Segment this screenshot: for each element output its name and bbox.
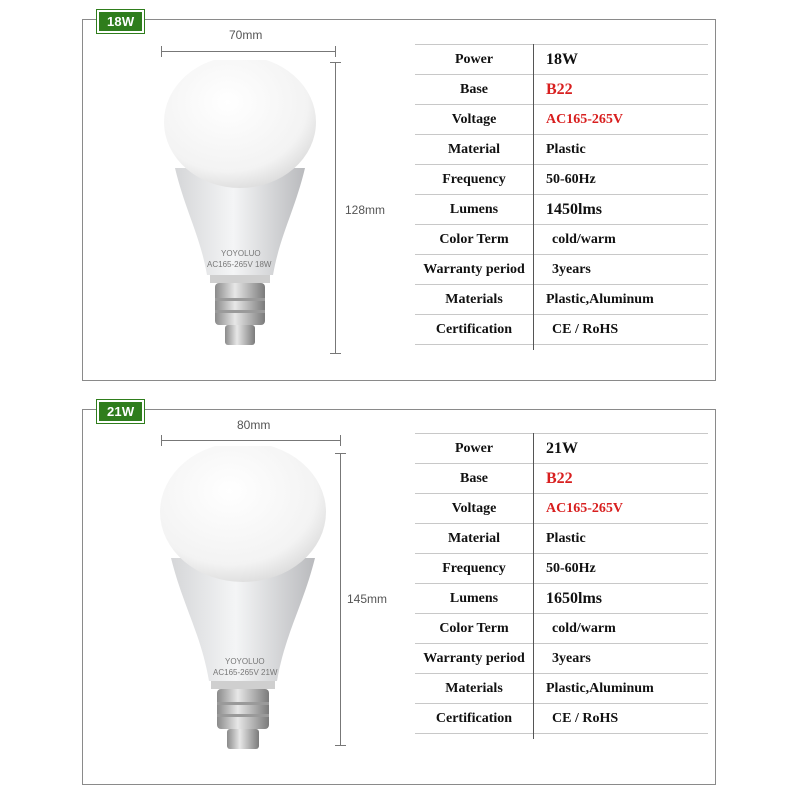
spec-row-voltage: Voltage AC165-265V (415, 105, 708, 135)
bulb-spec-print: AC165-265V 21W (213, 668, 278, 677)
spec-row-warranty: Warranty period 3years (415, 644, 708, 674)
bulb-spec-print: AC165-265V 18W (207, 260, 272, 269)
table-divider-tail (533, 335, 534, 350)
spec-row-certification: Certification CE / RoHS (415, 315, 708, 345)
bulb-brand-print: YOYOLUO (225, 657, 265, 666)
spec-row-base: Base B22 (415, 75, 708, 105)
spec-row-color-term: Color Term cold/warm (415, 225, 708, 255)
spec-row-frequency: Frequency 50-60Hz (415, 165, 708, 195)
spec-row-materials: Materials Plastic,Aluminum (415, 674, 708, 704)
spec-row-voltage: Voltage AC165-265V (415, 494, 708, 524)
led-bulb-image (155, 60, 325, 360)
width-dimension-label: 80mm (237, 418, 271, 432)
spec-row-materials: Materials Plastic,Aluminum (415, 285, 708, 315)
spec-panel-18w (82, 14, 716, 381)
spec-row-color-term: Color Term cold/warm (415, 614, 708, 644)
spec-row-base: Base B22 (415, 464, 708, 494)
height-dimension-line (340, 453, 341, 746)
bulb-brand-print: YOYOLUO (221, 249, 261, 258)
spec-table (415, 433, 708, 734)
spec-row-material: Material Plastic (415, 135, 708, 165)
spec-row-frequency: Frequency 50-60Hz (415, 554, 708, 584)
spec-row-power: Power 21W (415, 434, 708, 464)
led-bulb-image (153, 446, 333, 758)
width-dimension-line (161, 440, 341, 441)
height-dimension-label: 128mm (345, 203, 386, 217)
table-divider-tail (533, 724, 534, 739)
spec-row-material: Material Plastic (415, 524, 708, 554)
width-dimension-label: 70mm (229, 28, 263, 42)
wattage-badge: 18W (97, 10, 144, 33)
spec-row-warranty: Warranty period 3years (415, 255, 708, 285)
wattage-badge: 21W (97, 400, 144, 423)
height-dimension-line (335, 62, 336, 354)
spec-row-lumens: Lumens 1650lms (415, 584, 708, 614)
height-dimension-label: 145mm (347, 592, 388, 606)
spec-panel-21w (82, 404, 716, 785)
spec-table (415, 44, 708, 345)
spec-row-lumens: Lumens 1450lms (415, 195, 708, 225)
width-dimension-line (161, 51, 336, 52)
spec-row-power: Power 18W (415, 45, 708, 75)
spec-row-certification: Certification CE / RoHS (415, 704, 708, 734)
